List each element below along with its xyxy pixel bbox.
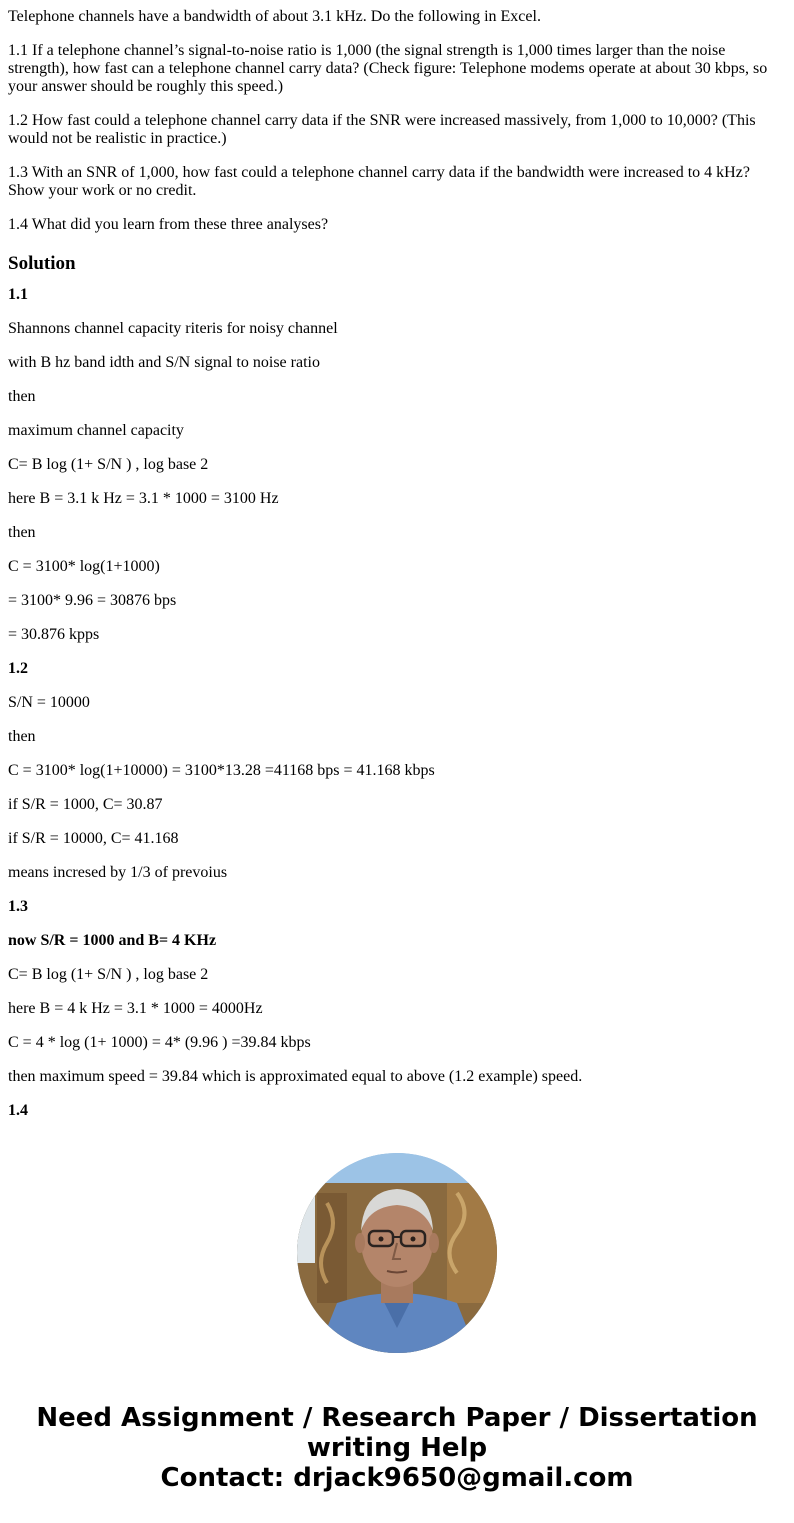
solution-line: with B hz band idth and S/N signal to noise ratio (8, 354, 320, 371)
solution-line: then (8, 388, 36, 405)
solution-line: then (8, 524, 36, 541)
formula-line: C = 4 * log (1+ 1000) = 4* (9.96 ) =39.84 kbps (8, 1034, 311, 1051)
solution-line: then (8, 728, 36, 745)
question-1-2: 1.2 How fast could a telephone channel carry data if the SNR were increased massively, from 1,000 to 10,000? (This would not be realistic in practice.) (8, 112, 756, 147)
solution-line: maximum channel capacity (8, 422, 184, 439)
question-1-3: 1.3 With an SNR of 1,000, how fast could a telephone channel carry data if the bandwidth were increased to 4 kHz? Show your work or no credit. (8, 164, 750, 199)
solution-line: here B = 3.1 k Hz = 3.1 * 1000 = 3100 Hz (8, 490, 279, 507)
solution-line: then maximum speed = 39.84 which is approximated equal to above (1.2 example) speed. (8, 1068, 583, 1085)
solution-line: S/N = 10000 (8, 694, 90, 711)
formula-line: C= B log (1+ S/N ) , log base 2 (8, 966, 209, 983)
section-label-1-3: 1.3 (8, 898, 28, 915)
result-line: = 30.876 kpps (8, 626, 100, 643)
section-label-1-4: 1.4 (8, 1102, 28, 1119)
solution-line: if S/R = 1000, C= 30.87 (8, 796, 163, 813)
solution-line: here B = 4 k Hz = 3.1 * 1000 = 4000Hz (8, 1000, 263, 1017)
document-body (8, 0, 784, 1120)
question-block (8, 8, 784, 234)
solution-line: = 3100* 9.96 = 30876 bps (8, 592, 177, 609)
solution-line-bold: now S/R = 1000 and B= 4 KHz (8, 932, 217, 949)
question-1-1: 1.1 If a telephone channel’s signal-to-noise ratio is 1,000 (the signal strength is 1,000 times larger than the noise strength), how fast can a telephone channel carry data? (Check figure: Telephone modems operate at about 30 kbps, so your answer should be roughly this speed.) (8, 42, 768, 95)
section-label-1-2: 1.2 (8, 660, 28, 677)
formula-line: C = 3100* log(1+1000) (8, 558, 160, 575)
avatar-portrait-image (297, 1153, 497, 1353)
section-label-1-1: 1.1 (8, 286, 28, 303)
question-intro: Telephone channels have a bandwidth of about 3.1 kHz. Do the following in Excel. (8, 8, 541, 25)
contact-email: Contact: drjack9650@gmail.com (160, 1463, 634, 1493)
solution-body (8, 286, 784, 1120)
promo-banner (0, 1403, 794, 1493)
solution-heading: Solution (8, 253, 76, 274)
solution-line: means incresed by 1/3 of prevoius (8, 864, 228, 881)
formula-line: C= B log (1+ S/N ) , log base 2 (8, 456, 209, 473)
solution-line: Shannons channel capacity riteris for noisy channel (8, 320, 338, 337)
question-1-4: 1.4 What did you learn from these three analyses? (8, 216, 329, 233)
avatar (297, 1153, 497, 1353)
promo-line: writing Help (306, 1433, 488, 1463)
promo-line: Need Assignment / Research Paper / Dissertation (36, 1403, 758, 1433)
solution-line: if S/R = 10000, C= 41.168 (8, 830, 179, 847)
formula-line: C = 3100* log(1+10000) = 3100*13.28 =41168 bps = 41.168 kbps (8, 762, 435, 779)
